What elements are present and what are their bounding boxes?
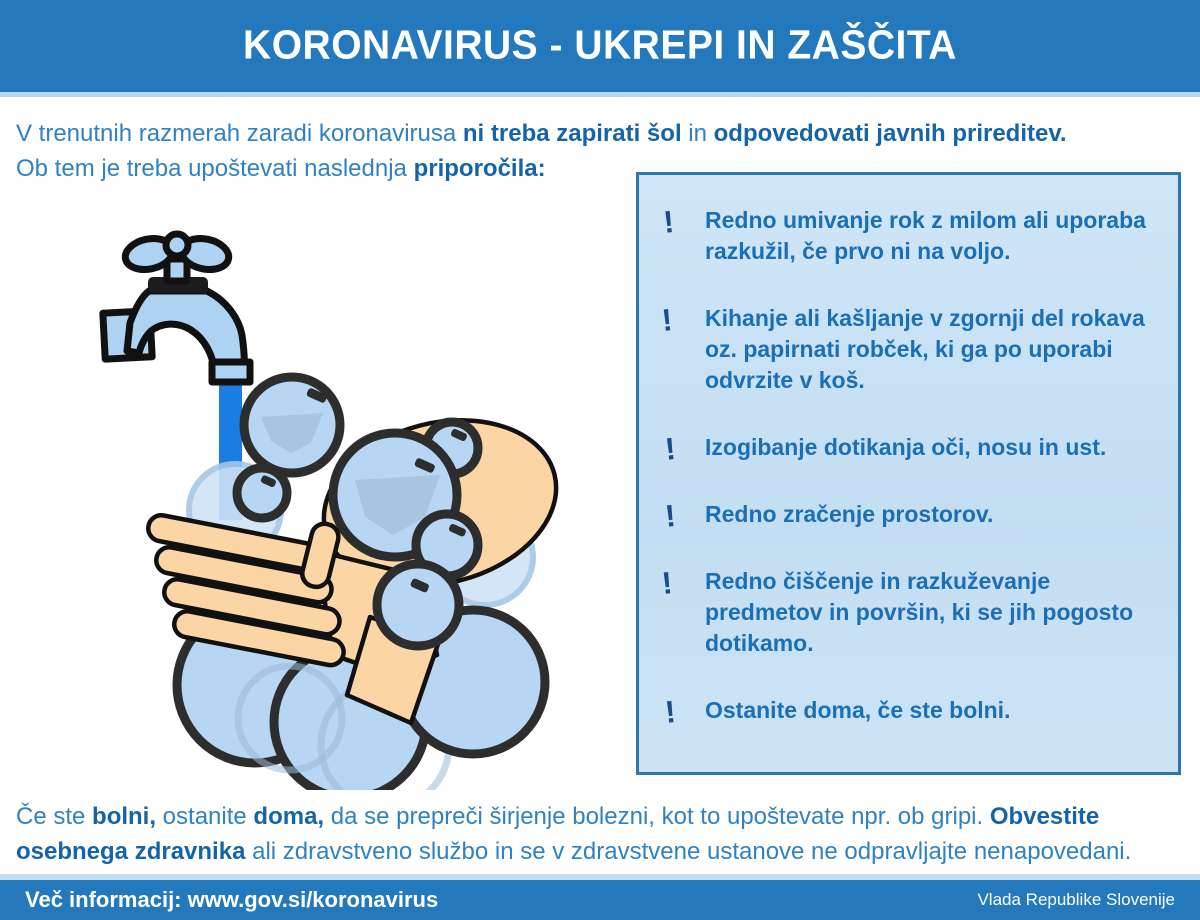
header-bar [0, 0, 1200, 92]
footer-government-label: Vlada Republike Slovenije [977, 890, 1175, 909]
recommendation-text: Izogibanje dotikanja oči, nosu in ust. [705, 434, 1107, 460]
outro-line-1: Če ste bolni, ostanite doma, da se prepreči širjenje bolezni, kot to upoštevate npr. ob gripi. Obvestite [16, 803, 1100, 830]
outro-line-2: osebnega zdravnika ali zdravstveno službo in se v zdravstvene ustanove ne odpravljajte nenapovedani. [16, 838, 1132, 865]
recommendation-item [661, 205, 1160, 267]
outro-paragraph [16, 799, 1131, 869]
header-divider [0, 92, 1200, 97]
exclamation-icon: ! [663, 497, 678, 534]
recommendation-item [661, 430, 1160, 467]
recommendations-box [636, 172, 1181, 775]
footer-bar [0, 880, 1200, 920]
soap-bubble [377, 564, 459, 646]
recommendation-text: Redno zračenje prostorov. [705, 501, 994, 527]
exclamation-icon: ! [661, 203, 676, 240]
recommendation-text: Redno umivanje rok z milom ali uporaba razkužil, če prvo ni na voljo. [705, 207, 1146, 264]
footer-info-url: Več informacij: www.gov.si/koronavirus [25, 887, 439, 912]
exclamation-icon: ! [663, 430, 678, 467]
page-title: KORONAVIRUS - UKREPI IN ZAŠČITA [243, 22, 957, 69]
recommendation-text: Kihanje ali kašljanje v zgornji del rokava oz. papirnati robček, ki ga po uporabi odvrzite v koš. [705, 305, 1145, 393]
soap-bubble [237, 468, 287, 518]
recommendation-text: Redno čiščenje in razkuževanje predmetov in površin, ki se jih pogosto dotikamo. [705, 568, 1134, 656]
exclamation-icon: ! [660, 565, 674, 601]
recommendation-item [661, 566, 1160, 659]
exclamation-icon: ! [660, 302, 674, 338]
faucet-icon [103, 234, 250, 382]
exclamation-icon: ! [663, 693, 678, 730]
recommendation-item [661, 303, 1160, 396]
recommendation-item [661, 693, 1160, 730]
recommendation-item [661, 497, 1160, 534]
soap-bubble [244, 377, 340, 473]
handwashing-illustration [85, 225, 630, 790]
intro-line-1: V trenutnih razmerah zaradi koronavirusa ni treba zapirati šol in odpovedovati javnih prireditev. [16, 120, 1067, 147]
intro-line-2: Ob tem je treba upoštevati naslednja priporočila: [16, 155, 546, 182]
recommendation-text: Ostanite doma, če ste bolni. [705, 697, 1011, 723]
